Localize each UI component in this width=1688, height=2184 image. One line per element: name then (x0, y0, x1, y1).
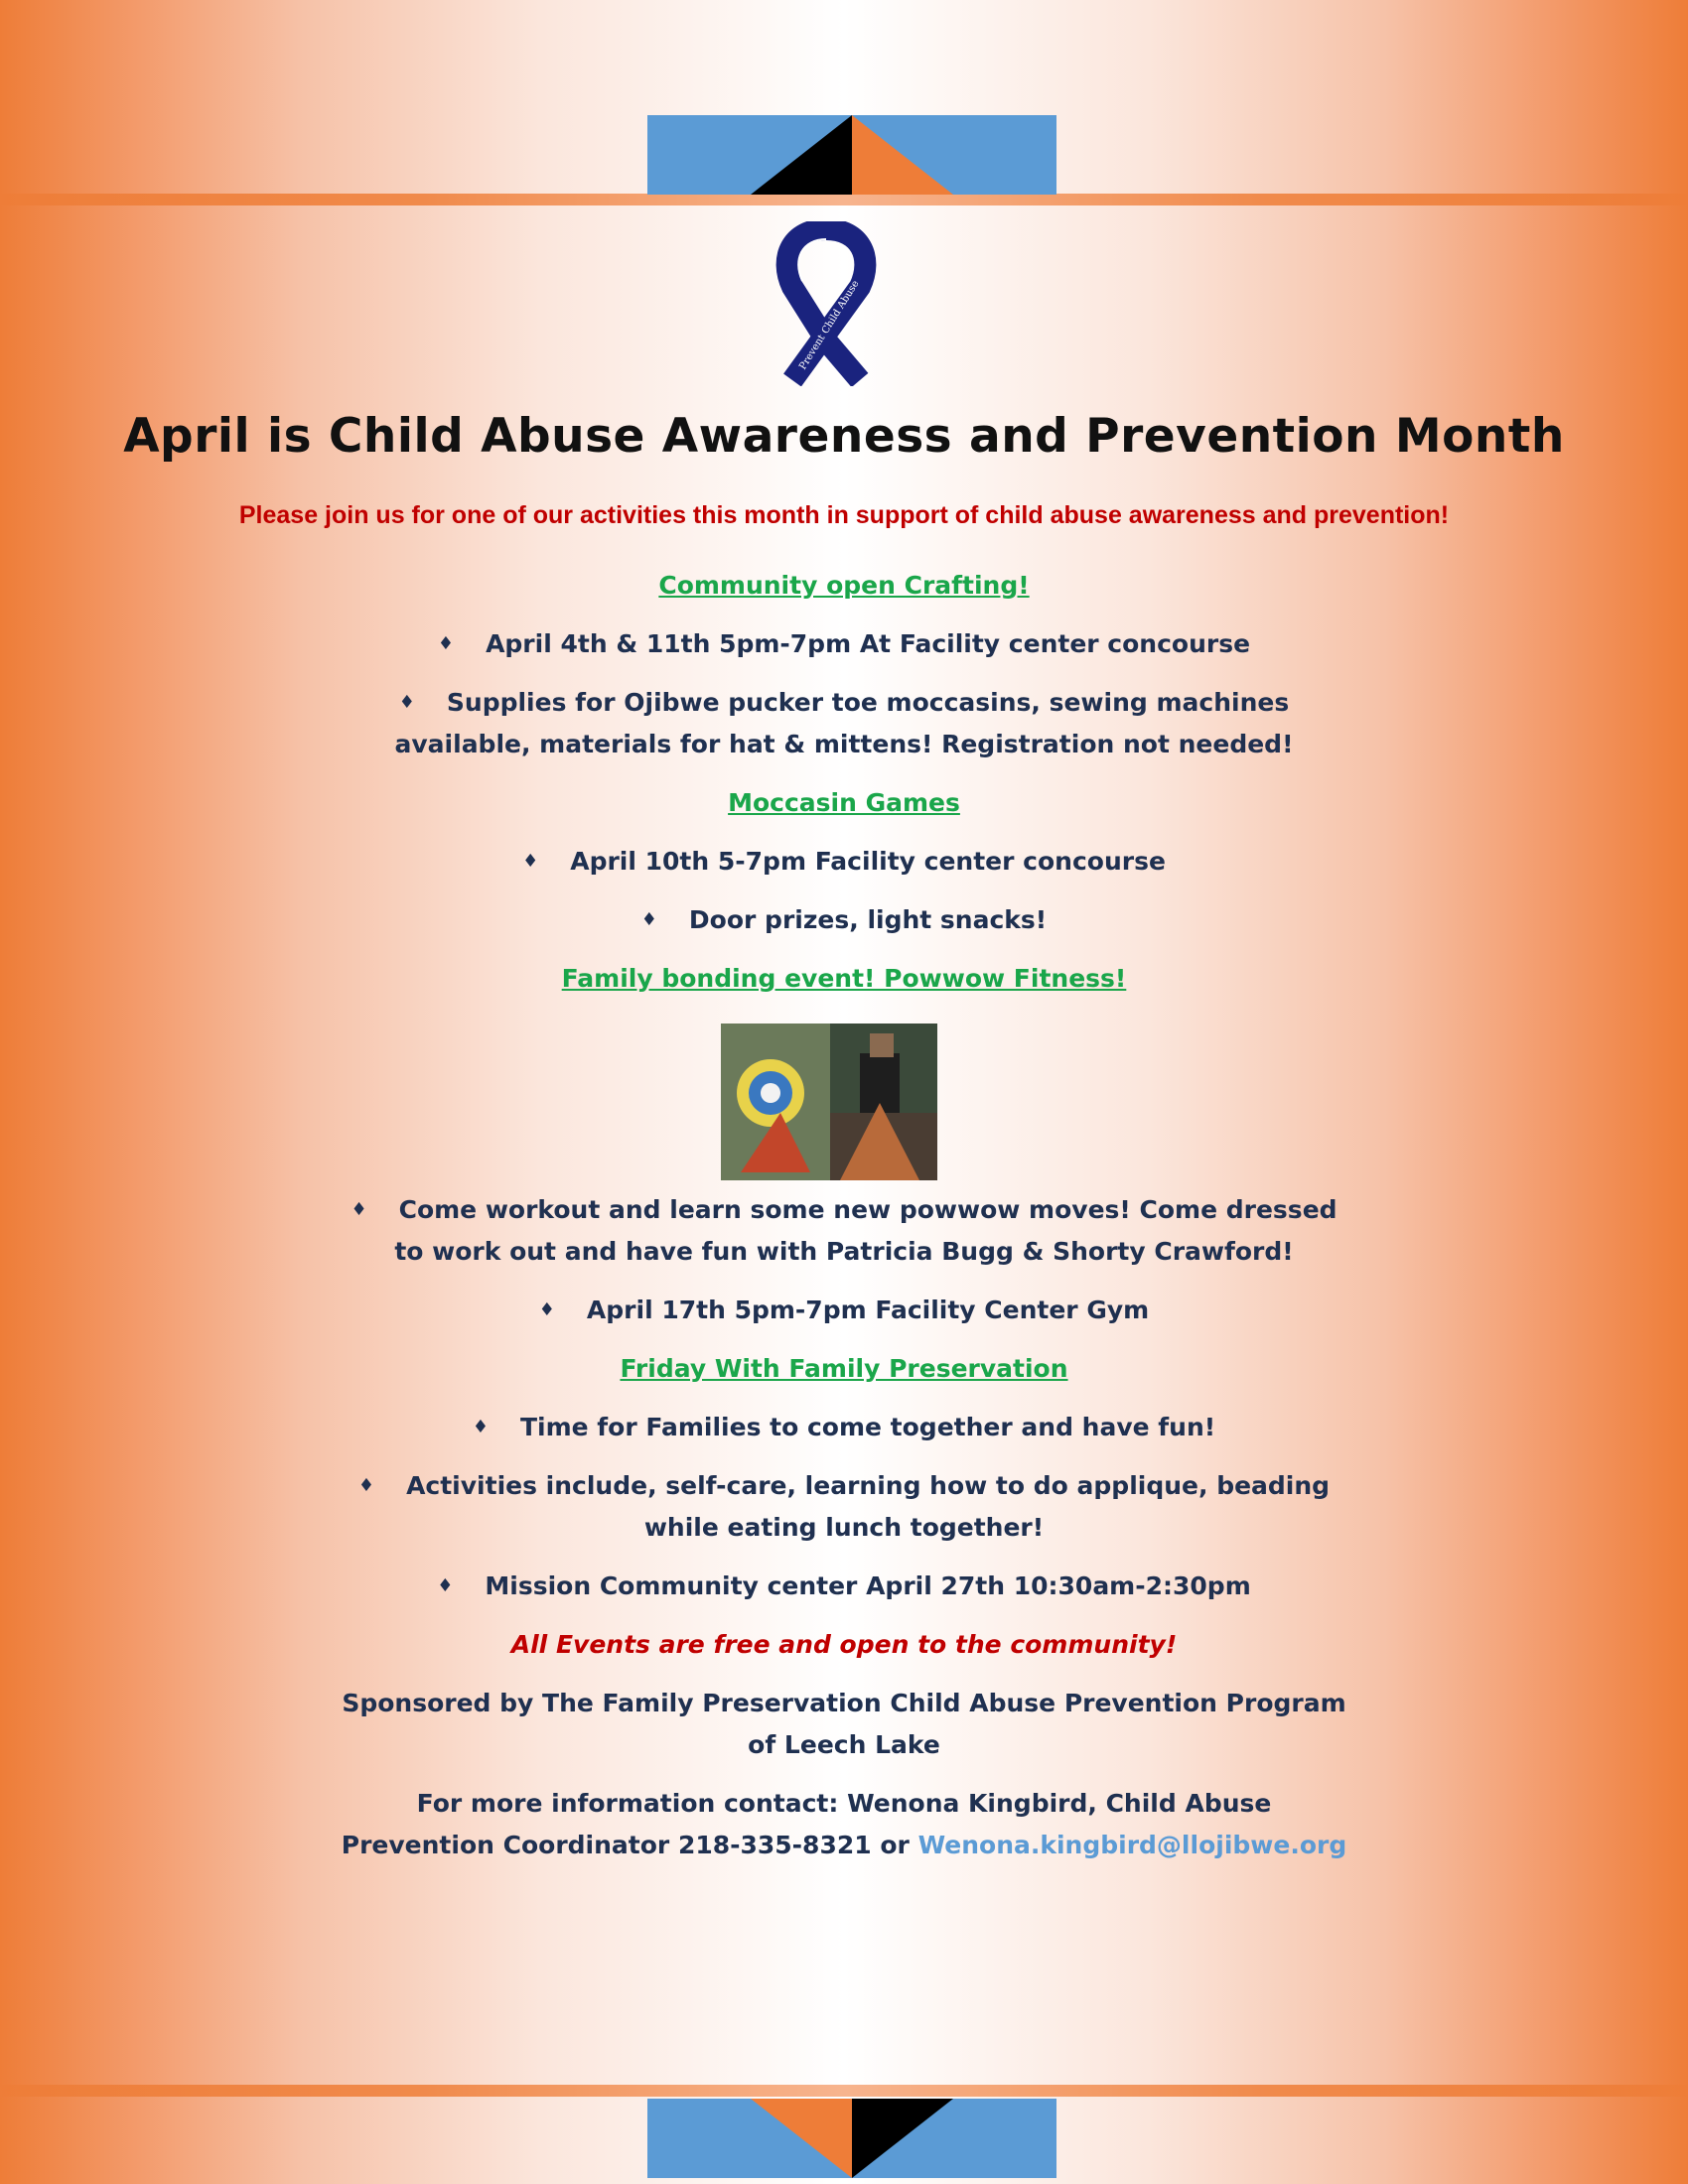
powwow-dancers-photo (721, 1024, 937, 1180)
bottom-blue-tab-graphic (647, 2099, 1056, 2178)
list-item-continuation: to work out and have fun with Patricia Bugg & Shorty Crawford! (394, 1237, 1294, 1266)
sponsor-line: of Leech Lake (748, 1730, 940, 1759)
free-events-note: All Events are free and open to the community! (510, 1630, 1178, 1659)
ribbon-text: Prevent Child Abuse (797, 278, 862, 372)
contact-email-link[interactable]: Wenona.kingbird@llojibwe.org (917, 1831, 1347, 1859)
diamond-bullet-icon: ♦ (398, 692, 415, 713)
list-item: ♦ Activities include, self-care, learning how to do applique, beading (0, 1465, 1688, 1507)
top-orange-rule (0, 194, 1688, 205)
section-heading-crafting: Community open Crafting! (658, 571, 1030, 600)
list-item: ♦ Time for Families to come together and have fun! (0, 1407, 1688, 1448)
section-heading-friday: Friday With Family Preservation (620, 1354, 1068, 1383)
list-item-continuation: available, materials for hat & mittens! Registration not needed! (394, 730, 1294, 758)
list-item: ♦ Supplies for Ojibwe pucker toe moccasins, sewing machines (0, 682, 1688, 724)
top-blue-tab-graphic (647, 115, 1056, 195)
subtitle: Please join us for one of our activities this month in support of child abuse awareness and prevention! (238, 501, 1450, 529)
list-item: ♦ Mission Community center April 27th 10:30am-2:30pm (0, 1566, 1688, 1607)
list-item: ♦ Door prizes, light snacks! (0, 899, 1688, 941)
section-heading-powwow: Family bonding event! Powwow Fitness! (561, 964, 1127, 993)
diamond-bullet-icon: ♦ (472, 1417, 489, 1437)
diamond-bullet-icon: ♦ (437, 633, 455, 654)
list-item-continuation: while eating lunch together! (643, 1513, 1045, 1542)
list-item: ♦ April 17th 5pm-7pm Facility Center Gym (0, 1290, 1688, 1331)
list-item: ♦ April 4th & 11th 5pm-7pm At Facility center concourse (0, 623, 1688, 665)
contact-line: Prevention Coordinator 218-335-8321 or Wenona.kingbird@llojibwe.org (341, 1831, 1347, 1859)
awareness-ribbon-icon (765, 221, 888, 386)
diamond-bullet-icon: ♦ (522, 851, 539, 872)
list-item: ♦ Come workout and learn some new powwow moves! Come dressed (0, 1189, 1688, 1231)
diamond-bullet-icon: ♦ (538, 1299, 555, 1320)
section-heading-moccasin: Moccasin Games (728, 788, 960, 817)
bottom-orange-rule (0, 2085, 1688, 2097)
diamond-bullet-icon: ♦ (640, 909, 657, 930)
diamond-bullet-icon: ♦ (437, 1575, 454, 1596)
list-item: ♦ April 10th 5-7pm Facility center concourse (0, 841, 1688, 883)
page-title: April is Child Abuse Awareness and Prevention Month (123, 409, 1565, 464)
sponsor-line: Sponsored by The Family Preservation Child Abuse Prevention Program (342, 1689, 1346, 1717)
diamond-bullet-icon: ♦ (357, 1475, 375, 1496)
diamond-bullet-icon: ♦ (351, 1199, 367, 1220)
contact-line: For more information contact: Wenona Kingbird, Child Abuse (416, 1789, 1272, 1818)
